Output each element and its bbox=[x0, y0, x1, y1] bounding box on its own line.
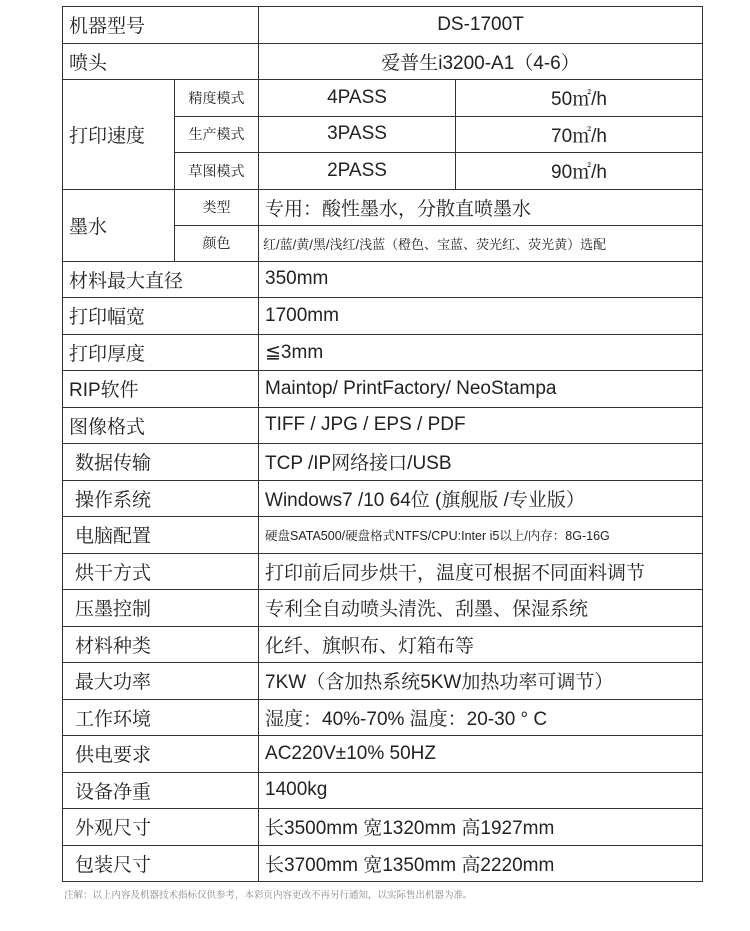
spec-value: 350mm bbox=[259, 261, 703, 298]
spec-label: 打印幅宽 bbox=[63, 298, 259, 335]
pass-value: 3PASS bbox=[259, 116, 456, 153]
table-row bbox=[63, 7, 703, 44]
spec-label: 工作环境 bbox=[63, 699, 259, 736]
spec-label: 数据传输 bbox=[63, 444, 259, 481]
table-row bbox=[63, 736, 703, 773]
spec-value: Maintop/ PrintFactory/ NeoStampa bbox=[259, 371, 703, 408]
table-row bbox=[63, 809, 703, 846]
table-row bbox=[63, 298, 703, 335]
table-row bbox=[63, 444, 703, 481]
spec-value: 长3700mm 宽1350mm 高2220mm bbox=[259, 845, 703, 882]
spec-value: 专利全自动喷头清洗、刮墨、保湿系统 bbox=[259, 590, 703, 627]
mode-label: 精度模式 bbox=[175, 80, 259, 117]
spec-label: 喷头 bbox=[63, 43, 259, 80]
spec-value: 湿度：40%-70% 温度：20-30 ° C bbox=[259, 699, 703, 736]
table-row bbox=[63, 480, 703, 517]
spec-label: 图像格式 bbox=[63, 407, 259, 444]
rate-value: 70㎡/h bbox=[456, 116, 703, 153]
spec-label: 烘干方式 bbox=[63, 553, 259, 590]
spec-label: RIP软件 bbox=[63, 371, 259, 408]
ink-color-value: 红/蓝/黄/黑/浅红/浅蓝（橙色、宝蓝、荧光红、荧光黄）选配 bbox=[259, 225, 703, 261]
spec-label: 机器型号 bbox=[63, 7, 259, 44]
mode-label: 生产模式 bbox=[175, 116, 259, 153]
spec-value: TIFF / JPG / EPS / PDF bbox=[259, 407, 703, 444]
spec-label: 最大功率 bbox=[63, 663, 259, 700]
spec-value: 7KW（含加热系统5KW加热功率可调节） bbox=[259, 663, 703, 700]
spec-label: 压墨控制 bbox=[63, 590, 259, 627]
table-row bbox=[63, 845, 703, 882]
table-row bbox=[63, 334, 703, 371]
ink-type-label: 类型 bbox=[175, 189, 259, 225]
table-row bbox=[63, 626, 703, 663]
spec-value: 硬盘SATA500/硬盘格式NTFS/CPU:Inter i5以上/内存：8G-16G bbox=[259, 517, 703, 554]
spec-value: 长3500mm 宽1320mm 高1927mm bbox=[259, 809, 703, 846]
table-row bbox=[63, 43, 703, 80]
pass-value: 2PASS bbox=[259, 153, 456, 190]
table-row bbox=[63, 663, 703, 700]
spec-value: 爱普生i3200-A1（4-6） bbox=[259, 43, 703, 80]
spec-label: 包装尺寸 bbox=[63, 845, 259, 882]
table-row bbox=[63, 699, 703, 736]
table-row bbox=[63, 261, 703, 298]
table-row bbox=[63, 189, 703, 225]
spec-value: AC220V±10% 50HZ bbox=[259, 736, 703, 773]
spec-value: Windows7 /10 64位 (旗舰版 /专业版） bbox=[259, 480, 703, 517]
table-row bbox=[63, 407, 703, 444]
spec-value: 1700mm bbox=[259, 298, 703, 335]
spec-value: 化纤、旗帜布、灯箱布等 bbox=[259, 626, 703, 663]
spec-label: 供电要求 bbox=[63, 736, 259, 773]
rate-value: 50㎡/h bbox=[456, 80, 703, 117]
spec-label: 打印厚度 bbox=[63, 334, 259, 371]
table-row bbox=[63, 517, 703, 554]
spec-value: DS-1700T bbox=[259, 7, 703, 44]
ink-color-label: 颜色 bbox=[175, 225, 259, 261]
spec-label: 墨水 bbox=[63, 189, 175, 261]
spec-label: 操作系统 bbox=[63, 480, 259, 517]
spec-value: 1400kg bbox=[259, 772, 703, 809]
spec-value: TCP /IP网络接口/USB bbox=[259, 444, 703, 481]
ink-type-value: 专用：酸性墨水，分散直喷墨水 bbox=[259, 189, 703, 225]
table-row bbox=[63, 371, 703, 408]
footnote: 注解：以上内容及机器技术指标仅供参考，本彩页内容更改不再另行通知，以实际售出机器为准。 bbox=[64, 890, 473, 901]
spec-table bbox=[62, 6, 703, 882]
pass-value: 4PASS bbox=[259, 80, 456, 117]
spec-label: 材料最大直径 bbox=[63, 261, 259, 298]
spec-label: 电脑配置 bbox=[63, 517, 259, 554]
rate-value: 90㎡/h bbox=[456, 153, 703, 190]
spec-label: 外观尺寸 bbox=[63, 809, 259, 846]
table-row bbox=[63, 80, 703, 117]
spec-label: 设备净重 bbox=[63, 772, 259, 809]
table-row bbox=[63, 553, 703, 590]
mode-label: 草图模式 bbox=[175, 153, 259, 190]
spec-value: 打印前后同步烘干，温度可根据不同面料调节 bbox=[259, 553, 703, 590]
spec-label: 材料种类 bbox=[63, 626, 259, 663]
table-row bbox=[63, 772, 703, 809]
spec-label: 打印速度 bbox=[63, 80, 175, 190]
table-row bbox=[63, 590, 703, 627]
spec-value: ≦3mm bbox=[259, 334, 703, 371]
